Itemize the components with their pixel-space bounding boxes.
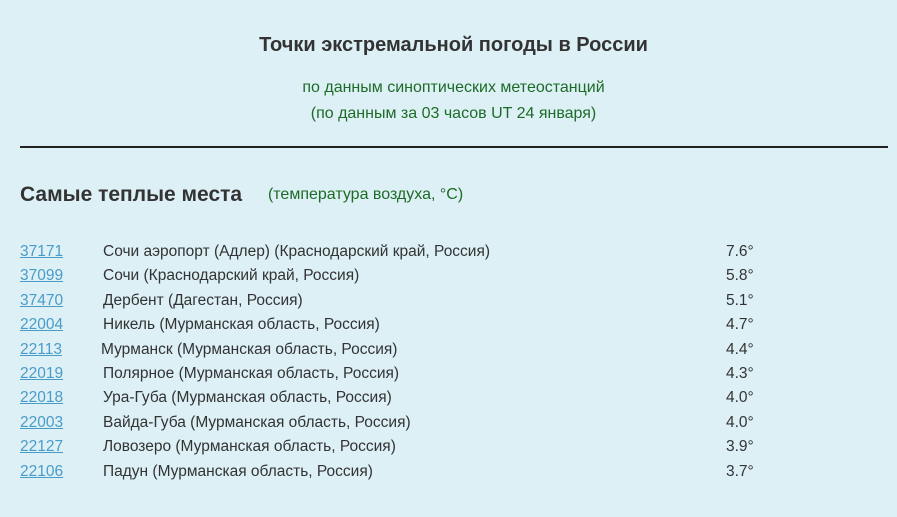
station-name: Ловозеро (Мурманская область, Россия): [103, 438, 396, 456]
station-id-link[interactable]: 22004: [20, 316, 64, 334]
station-temperature: 4.4°: [726, 340, 754, 358]
station-temperature: 4.3°: [726, 364, 754, 382]
table-row: [0, 265, 897, 289]
station-id-link[interactable]: 37099: [20, 267, 64, 285]
station-name: Мурманск (Мурманская область, Россия): [101, 340, 398, 358]
station-name: Полярное (Мурманская область, Россия): [103, 364, 400, 382]
station-id-link[interactable]: 22019: [20, 364, 64, 382]
data-datetime: (по данным за 03 часов UT 24 января): [310, 105, 597, 122]
table-row: [0, 461, 897, 485]
section-title: Самые теплые места: [20, 183, 243, 206]
station-name: Сочи аэропорт (Адлер) (Краснодарский край, Россия): [103, 243, 491, 260]
station-id-link[interactable]: 37171: [20, 243, 64, 260]
table-row: [0, 387, 897, 411]
station-name: Вайда-Губа (Мурманская область, Россия): [103, 413, 411, 431]
header-divider: [20, 146, 888, 148]
station-id-link[interactable]: 22018: [20, 389, 64, 407]
table-row: [0, 314, 897, 338]
section-unit: (температура воздуха, °C): [267, 186, 464, 203]
station-temperature: 3.9°: [726, 438, 754, 456]
station-temperature: 5.8°: [726, 267, 754, 285]
station-temperature: 4.7°: [726, 316, 754, 334]
station-temperature: 7.6°: [726, 243, 754, 260]
table-row: [0, 363, 897, 387]
station-id-link[interactable]: 37470: [20, 291, 64, 309]
station-name: Ура-Губа (Мурманская область, Россия): [103, 389, 392, 407]
station-id-link[interactable]: 22127: [20, 438, 64, 456]
table-row: [0, 241, 897, 265]
table-row: [0, 412, 897, 436]
table-row: [0, 290, 897, 314]
section-heading: [20, 183, 463, 207]
station-temperature: 3.7°: [726, 462, 754, 480]
station-temperature: 4.0°: [726, 413, 754, 431]
station-id-link[interactable]: 22113: [20, 340, 62, 358]
page-subtitle: по данным синоптических метеостанций: [302, 79, 605, 96]
station-id-link[interactable]: 22106: [20, 462, 64, 480]
page-title: Точки экстремальной погоды в России: [259, 34, 648, 56]
station-name: Падун (Мурманская область, Россия): [103, 462, 373, 480]
stations-table: [0, 241, 897, 485]
table-row: [0, 436, 897, 460]
table-row: [0, 339, 897, 363]
station-temperature: 4.0°: [726, 389, 754, 407]
station-name: Дербент (Дагестан, Россия): [103, 291, 303, 309]
station-temperature: 5.1°: [726, 291, 754, 309]
station-id-link[interactable]: 22003: [20, 413, 64, 431]
station-name: Сочи (Краснодарский край, Россия): [103, 267, 360, 285]
station-name: Никель (Мурманская область, Россия): [103, 316, 380, 334]
